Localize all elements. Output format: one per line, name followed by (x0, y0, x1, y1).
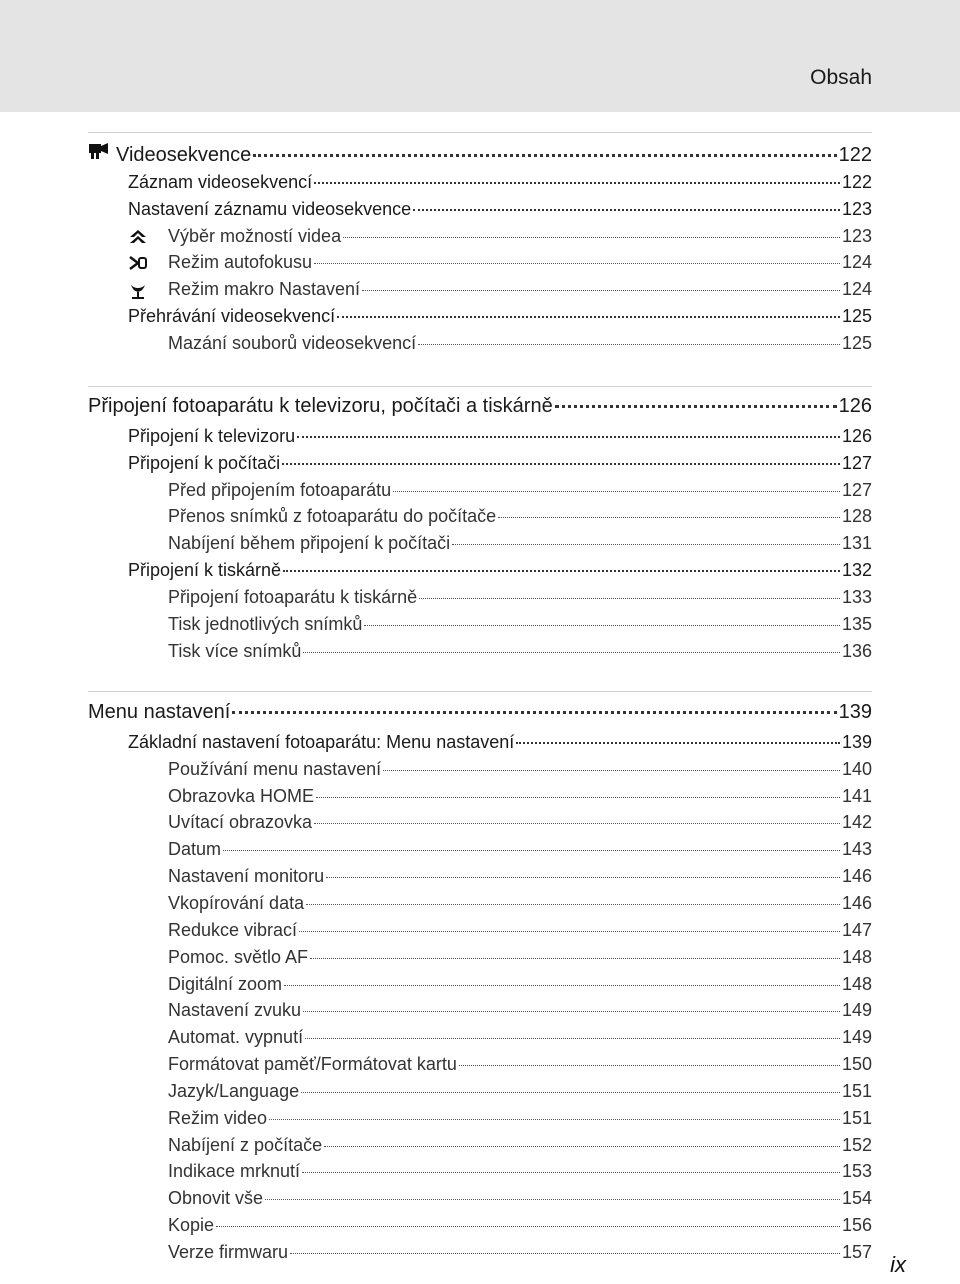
toc-entry[interactable] (168, 1215, 872, 1236)
entry-label: Uvítací obrazovka (168, 812, 313, 833)
entry-page-number: 127 (841, 452, 872, 473)
entry-label: Režim autofokusu (168, 252, 313, 273)
dot-leader (362, 290, 840, 291)
entry-label: Připojení k televizoru (128, 425, 296, 446)
entry-page-number: 151 (841, 1107, 872, 1128)
entry-page-number: 156 (841, 1215, 872, 1236)
toc-entry[interactable] (128, 199, 872, 220)
entry-page-number: 146 (841, 866, 872, 887)
macro-flower-icon (128, 281, 150, 303)
entry-label: Nastavení zvuku (168, 1000, 302, 1021)
entry-page-number: 153 (841, 1161, 872, 1182)
dot-leader (314, 823, 840, 824)
page-title: Obsah (810, 66, 872, 89)
entry-page-number: 152 (841, 1134, 872, 1155)
toc-entry[interactable] (168, 1161, 872, 1182)
toc-entry[interactable] (128, 453, 872, 474)
dot-leader (223, 850, 840, 851)
entry-label: Režim video (168, 1107, 268, 1128)
toc-entry[interactable] (168, 1054, 872, 1075)
entry-label: Automat. vypnutí (168, 1027, 304, 1048)
dot-leader (393, 491, 840, 492)
entry-label: Menu nastavení (88, 701, 231, 723)
toc-section-heading[interactable] (88, 141, 872, 167)
entry-label: Přenos snímků z fotoaparátu do počítače (168, 506, 497, 527)
dot-leader (413, 209, 840, 211)
dot-leader (337, 316, 840, 318)
entry-label: Jazyk/Language (168, 1080, 300, 1101)
dot-leader (306, 904, 840, 905)
entry-label: Formátovat paměť/Formátovat kartu (168, 1054, 457, 1075)
toc-entry[interactable] (168, 866, 872, 887)
toc-entry[interactable] (168, 812, 872, 833)
entry-label: Nabíjení z počítače (168, 1134, 323, 1155)
dot-leader (232, 711, 836, 714)
toc-entry[interactable] (168, 533, 872, 554)
entry-page-number: 141 (841, 785, 872, 806)
dot-leader (555, 405, 837, 408)
entry-label: Obnovit vše (168, 1188, 264, 1209)
movie-options-icon (128, 228, 150, 250)
entry-page-number: 142 (841, 812, 872, 833)
entry-page-number: 124 (841, 252, 872, 273)
toc-entry[interactable] (128, 560, 872, 581)
entry-page-number: 149 (841, 1000, 872, 1021)
entry-label: Tisk více snímků (168, 640, 302, 661)
entry-page-number: 131 (841, 533, 872, 554)
toc-entry[interactable] (168, 920, 872, 941)
dot-leader (284, 985, 840, 986)
dot-leader (452, 544, 840, 545)
entry-label: Připojení k tiskárně (128, 560, 282, 581)
toc-entry[interactable] (128, 426, 872, 447)
section-divider (88, 691, 872, 692)
entry-page-number: 122 (841, 171, 872, 192)
entry-label: Připojení fotoaparátu k tiskárně (168, 586, 418, 607)
section-divider (88, 132, 872, 133)
entry-label: Před připojením fotoaparátu (168, 479, 392, 500)
dot-leader (418, 344, 840, 345)
entry-label: Pomoc. světlo AF (168, 946, 309, 967)
toc-entry[interactable] (168, 226, 872, 247)
entry-page-number: 149 (841, 1027, 872, 1048)
entry-label: Redukce vibrací (168, 919, 298, 940)
entry-page-number: 157 (841, 1242, 872, 1262)
toc-entry[interactable] (168, 786, 872, 807)
toc-entry[interactable] (168, 333, 872, 354)
dot-leader (265, 1199, 840, 1200)
entry-label: Videosekvence (116, 144, 252, 166)
toc-section-heading[interactable] (88, 395, 872, 418)
movie-camera-icon (88, 141, 110, 167)
dot-leader (326, 877, 840, 878)
dot-leader (459, 1065, 840, 1066)
dot-leader (364, 625, 840, 626)
entry-page-number: 125 (841, 306, 872, 327)
entry-page-number: 125 (841, 332, 872, 353)
toc-entry[interactable] (168, 759, 872, 780)
entry-page-number: 151 (841, 1080, 872, 1101)
section-divider (88, 386, 872, 387)
toc-entry[interactable] (168, 1135, 872, 1156)
dot-leader (216, 1226, 840, 1227)
entry-label: Verze firmwaru (168, 1242, 289, 1262)
entry-label: Záznam videosekvencí (128, 171, 313, 192)
dot-leader (301, 1092, 840, 1093)
toc-entry[interactable] (168, 641, 872, 662)
toc-entry[interactable] (168, 1081, 872, 1102)
dot-leader (283, 570, 840, 572)
entry-label: Obrazovka HOME (168, 785, 315, 806)
dot-leader (290, 1253, 840, 1254)
entry-page-number: 135 (841, 613, 872, 634)
toc-entry[interactable] (128, 172, 872, 193)
dot-leader (314, 263, 840, 264)
toc-entry[interactable] (128, 732, 872, 753)
entry-label: Připojení k počítači (128, 452, 281, 473)
entry-label: Přehrávání videosekvencí (128, 306, 336, 327)
entry-label: Připojení fotoaparátu k televizoru, počítači a tiskárně (88, 395, 553, 417)
entry-page-number: 133 (841, 586, 872, 607)
toc-entry[interactable] (168, 279, 872, 300)
toc-entry[interactable] (168, 893, 872, 914)
entry-page-number: 126 (841, 425, 872, 446)
entry-label: Nastavení záznamu videosekvence (128, 198, 412, 219)
entry-label: Výběr možností videa (168, 225, 342, 246)
entry-page-number: 146 (841, 892, 872, 913)
toc-entry[interactable] (168, 1188, 872, 1209)
autofocus-mode-icon (128, 254, 150, 276)
dot-leader (269, 1119, 840, 1120)
entry-label: Digitální zoom (168, 973, 283, 994)
entry-label: Kopie (168, 1215, 215, 1236)
entry-page-number: 136 (841, 640, 872, 661)
entry-page-number: 139 (841, 731, 872, 752)
dot-leader (305, 1038, 840, 1039)
entry-page-number: 126 (838, 395, 872, 417)
dot-leader (316, 797, 840, 798)
toc-entry[interactable] (168, 1027, 872, 1048)
toc-entry[interactable] (168, 1242, 872, 1263)
dot-leader (282, 463, 840, 465)
dot-leader (516, 742, 840, 744)
entry-label: Nabíjení během připojení k počítači (168, 533, 451, 554)
toc-entry[interactable] (168, 1108, 872, 1129)
entry-label: Tisk jednotlivých snímků (168, 613, 363, 634)
entry-label: Základní nastavení fotoaparátu: Menu nastavení (128, 731, 515, 752)
entry-page-number: 154 (841, 1188, 872, 1209)
toc-entry[interactable] (168, 1000, 872, 1021)
dot-leader (383, 770, 840, 771)
dot-leader (498, 517, 840, 518)
toc-entry[interactable] (168, 974, 872, 995)
entry-label: Mazání souborů videosekvencí (168, 332, 417, 353)
dot-leader (343, 237, 840, 238)
dot-leader (314, 182, 840, 184)
toc-entry[interactable] (168, 252, 872, 273)
dot-leader (324, 1146, 840, 1147)
header-band (0, 0, 960, 112)
toc-entry[interactable] (168, 506, 872, 527)
dot-leader (299, 931, 840, 932)
dot-leader (297, 436, 840, 438)
dot-leader (310, 958, 840, 959)
entry-label: Datum (168, 839, 222, 860)
entry-label: Indikace mrknutí (168, 1161, 301, 1182)
toc-section-heading[interactable] (88, 701, 872, 724)
entry-page-number: 128 (841, 506, 872, 527)
entry-page-number: 123 (841, 198, 872, 219)
entry-page-number: 122 (838, 144, 872, 166)
dot-leader (302, 1172, 840, 1173)
entry-page-number: 139 (838, 701, 872, 723)
entry-label: Nastavení monitoru (168, 866, 325, 887)
entry-page-number: 127 (841, 479, 872, 500)
dot-leader (253, 154, 836, 157)
entry-page-number: 147 (841, 919, 872, 940)
toc-entry[interactable] (168, 839, 872, 860)
toc-entry[interactable] (128, 306, 872, 327)
toc-entry[interactable] (168, 480, 872, 501)
page-number: ix (890, 1252, 906, 1277)
entry-page-number: 148 (841, 946, 872, 967)
entry-page-number: 143 (841, 839, 872, 860)
entry-page-number: 150 (841, 1054, 872, 1075)
entry-page-number: 123 (841, 225, 872, 246)
entry-page-number: 148 (841, 973, 872, 994)
dot-leader (303, 652, 840, 653)
dot-leader (419, 598, 840, 599)
entry-page-number: 124 (841, 279, 872, 300)
entry-label: Používání menu nastavení (168, 758, 382, 779)
entry-page-number: 132 (841, 560, 872, 581)
toc-entry[interactable] (168, 587, 872, 608)
dot-leader (303, 1011, 840, 1012)
toc-entry[interactable] (168, 947, 872, 968)
entry-page-number: 140 (841, 758, 872, 779)
entry-label: Režim makro Nastavení (168, 279, 361, 300)
entry-label: Vkopírování data (168, 892, 305, 913)
toc-entry[interactable] (168, 614, 872, 635)
